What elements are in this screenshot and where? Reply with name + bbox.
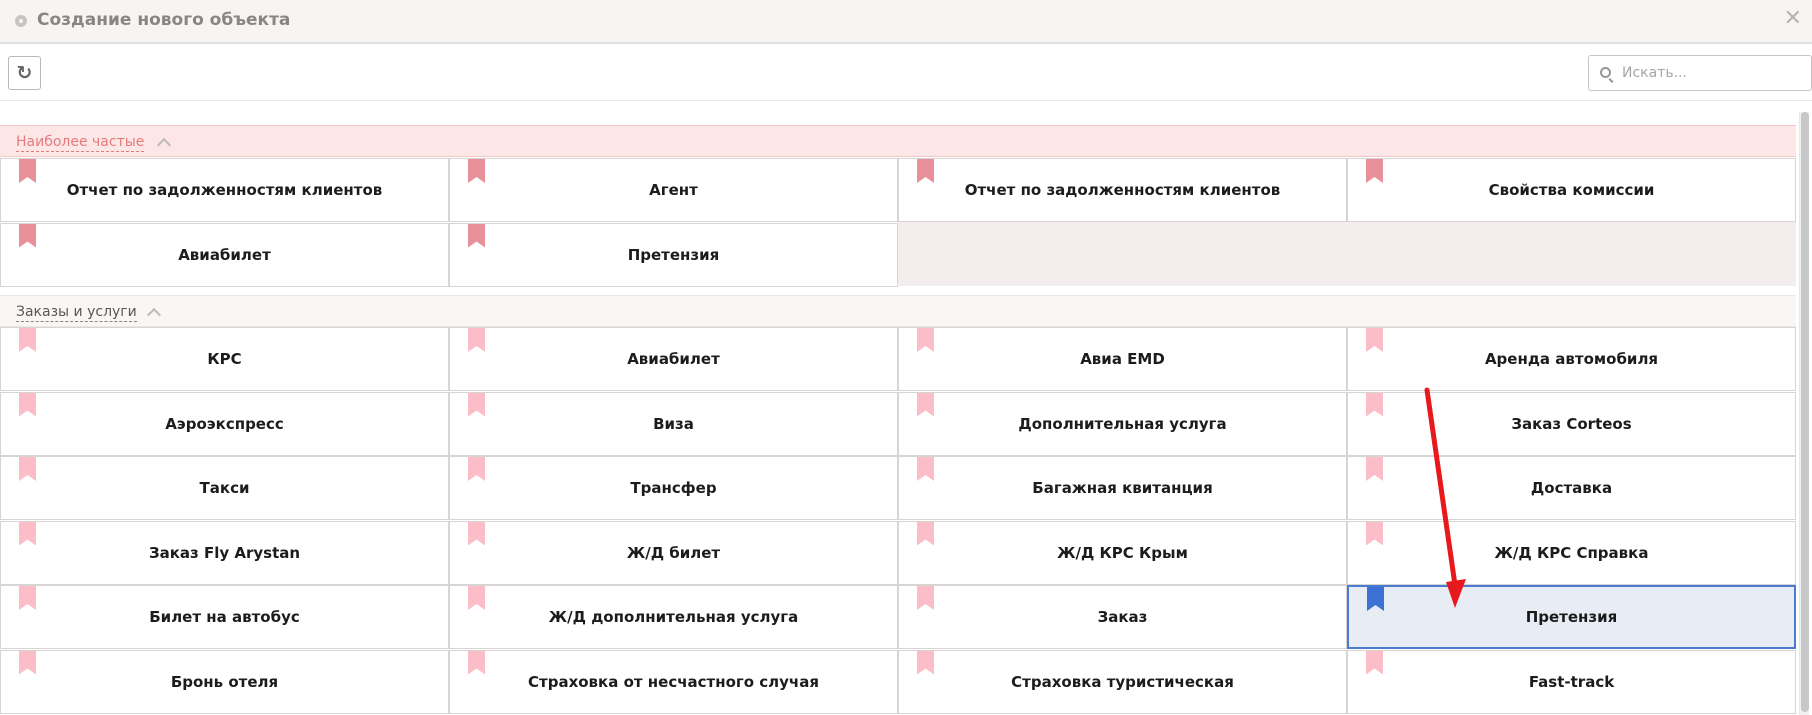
bookmark-icon[interactable] bbox=[468, 586, 485, 610]
search-icon bbox=[1600, 67, 1611, 78]
bookmark-icon[interactable] bbox=[917, 159, 934, 183]
tile-label: Билет на автобус bbox=[149, 608, 300, 626]
bookmark-icon[interactable] bbox=[19, 224, 36, 248]
scrollbar[interactable] bbox=[1799, 112, 1809, 715]
tile-label: Аренда автомобиля bbox=[1484, 350, 1659, 368]
tile-label: Заказ Fly Arystan bbox=[148, 543, 301, 562]
orders-tile[interactable] bbox=[449, 650, 898, 714]
bookmark-icon[interactable] bbox=[1366, 393, 1383, 417]
tile-label: КРС bbox=[207, 350, 242, 368]
tile-label: Бронь отеля bbox=[170, 672, 279, 691]
search-input[interactable] bbox=[1622, 60, 1802, 86]
bookmark-icon[interactable] bbox=[468, 224, 485, 248]
bookmark-icon[interactable] bbox=[19, 586, 36, 610]
section-title-orders[interactable]: Заказы и услуги bbox=[16, 304, 137, 320]
favorites-tile[interactable] bbox=[0, 158, 449, 222]
orders-grid bbox=[0, 327, 1796, 715]
tile-label: Аэроэкспресс bbox=[165, 414, 284, 433]
bookmark-icon[interactable] bbox=[468, 457, 485, 481]
bookmark-icon[interactable] bbox=[19, 457, 36, 481]
bookmark-icon[interactable] bbox=[917, 393, 934, 417]
tile-label: Такси bbox=[199, 479, 250, 497]
tile-label: Авиа EMD bbox=[1080, 350, 1165, 368]
orders-tile[interactable] bbox=[449, 456, 898, 520]
favorites-tile[interactable] bbox=[0, 223, 449, 287]
favorites-grid bbox=[0, 158, 1796, 285]
bookmark-icon[interactable] bbox=[19, 393, 36, 417]
bookmark-icon[interactable] bbox=[1367, 587, 1384, 611]
bookmark-icon[interactable] bbox=[917, 522, 934, 546]
refresh-icon: ↻ bbox=[16, 62, 33, 84]
dialog-title-bar bbox=[0, 0, 1812, 44]
bookmark-icon[interactable] bbox=[468, 159, 485, 183]
orders-tile[interactable] bbox=[0, 521, 449, 585]
orders-tile[interactable] bbox=[898, 650, 1347, 714]
orders-tile[interactable] bbox=[898, 327, 1347, 391]
close-icon[interactable]: ✕ bbox=[1783, 6, 1802, 31]
tile-label: Виза bbox=[653, 414, 694, 433]
eye-icon bbox=[15, 15, 27, 27]
tile-label: Fast-track bbox=[1528, 672, 1615, 691]
orders-tile[interactable] bbox=[0, 456, 449, 520]
orders-tile[interactable] bbox=[1347, 392, 1796, 456]
tile-label: Отчет по задолженностям клиентов bbox=[66, 181, 383, 199]
favorites-tile[interactable] bbox=[1347, 158, 1796, 222]
orders-tile[interactable] bbox=[898, 456, 1347, 520]
bookmark-icon[interactable] bbox=[917, 586, 934, 610]
chevron-up-icon[interactable] bbox=[157, 138, 171, 152]
tile-label: Ж/Д билет bbox=[626, 543, 721, 562]
favorites-tile[interactable] bbox=[449, 158, 898, 222]
orders-tile[interactable] bbox=[898, 521, 1347, 585]
toolbar bbox=[0, 46, 1812, 101]
bookmark-icon[interactable] bbox=[1366, 651, 1383, 675]
tile-label: Заказ bbox=[1097, 608, 1148, 626]
orders-tile[interactable] bbox=[449, 521, 898, 585]
orders-tile[interactable] bbox=[1347, 521, 1796, 585]
orders-tile[interactable] bbox=[0, 392, 449, 456]
orders-tile[interactable] bbox=[449, 585, 898, 649]
orders-tile[interactable] bbox=[449, 327, 898, 391]
bookmark-icon[interactable] bbox=[917, 328, 934, 352]
orders-tile[interactable] bbox=[1347, 456, 1796, 520]
tile-label: Претензия bbox=[1525, 608, 1618, 626]
orders-tile[interactable] bbox=[1347, 327, 1796, 391]
tile-label: Багажная квитанция bbox=[1032, 479, 1213, 497]
bookmark-icon[interactable] bbox=[19, 522, 36, 546]
bookmark-icon[interactable] bbox=[19, 651, 36, 675]
tile-label: Авиабилет bbox=[627, 350, 720, 368]
scrollbar-thumb[interactable] bbox=[1801, 112, 1809, 712]
favorites-tile[interactable] bbox=[449, 223, 898, 287]
refresh-button[interactable] bbox=[8, 56, 41, 90]
tile-label: Ж/Д КРС Справка bbox=[1494, 543, 1649, 562]
orders-tile[interactable] bbox=[898, 585, 1347, 649]
tile-label: Страховка от несчастного случая bbox=[528, 672, 819, 691]
tile-label: Ж/Д КРС Крым bbox=[1057, 543, 1188, 562]
orders-tile[interactable] bbox=[449, 392, 898, 456]
orders-tile[interactable] bbox=[898, 392, 1347, 456]
tile-label: Претензия bbox=[627, 245, 720, 264]
orders-tile[interactable] bbox=[1347, 650, 1796, 714]
bookmark-icon[interactable] bbox=[468, 522, 485, 546]
empty-grid-area bbox=[898, 222, 1796, 286]
orders-tile[interactable] bbox=[0, 650, 449, 714]
tile-label: Страховка туристическая bbox=[1011, 672, 1234, 691]
bookmark-icon[interactable] bbox=[1366, 522, 1383, 546]
section-header-favorites[interactable] bbox=[0, 125, 1796, 157]
tile-label: Ж/Д дополнительная услуга bbox=[548, 608, 799, 626]
tile-label: Доставка bbox=[1530, 479, 1613, 497]
bookmark-icon[interactable] bbox=[468, 393, 485, 417]
bookmark-icon[interactable] bbox=[1366, 328, 1383, 352]
tile-label: Трансфер bbox=[630, 479, 717, 497]
orders-tile[interactable] bbox=[0, 327, 449, 391]
dialog-title: Создание нового объекта bbox=[37, 10, 291, 30]
tile-label: Заказ Corteos bbox=[1511, 414, 1632, 433]
tile-label: Агент bbox=[649, 181, 698, 199]
bookmark-icon[interactable] bbox=[917, 651, 934, 675]
tile-label: Свойства комиссии bbox=[1488, 181, 1655, 199]
section-header-orders[interactable] bbox=[0, 295, 1796, 327]
bookmark-icon[interactable] bbox=[19, 328, 36, 352]
bookmark-icon[interactable] bbox=[917, 457, 934, 481]
search-box[interactable] bbox=[1588, 55, 1812, 91]
bookmark-icon[interactable] bbox=[468, 651, 485, 675]
favorites-tile[interactable] bbox=[898, 158, 1347, 222]
orders-tile[interactable] bbox=[0, 585, 449, 649]
tile-label: Отчет по задолженностям клиентов bbox=[964, 181, 1281, 199]
section-title-favorites[interactable]: Наиболее частые bbox=[16, 134, 145, 150]
bookmark-icon[interactable] bbox=[1366, 159, 1383, 183]
chevron-up-icon[interactable] bbox=[147, 308, 161, 322]
tile-label: Дополнительная услуга bbox=[1018, 414, 1227, 433]
bookmark-icon[interactable] bbox=[19, 159, 36, 183]
bookmark-icon[interactable] bbox=[1366, 457, 1383, 481]
bookmark-icon[interactable] bbox=[468, 328, 485, 352]
orders-tile[interactable] bbox=[1347, 585, 1796, 649]
tile-label: Авиабилет bbox=[178, 245, 271, 264]
